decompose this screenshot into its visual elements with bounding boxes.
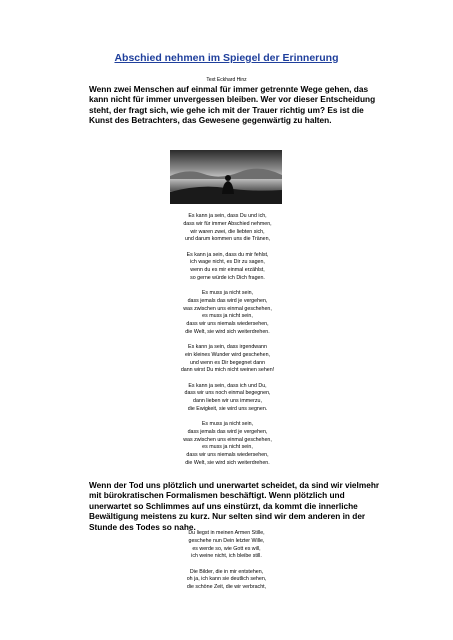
poem-line: die Ewigkeit, sie wird uns segnen. (187, 405, 268, 412)
poem-line: Es kann ja sein, dass irgendwann (188, 344, 267, 350)
intro-paragraph: Wenn zwei Menschen auf einmal für immer getrennte Wege gehen, das kann nicht für immer unvergessen bleiben. Wer vor dieser Entscheidung steht, der fragt sich, wie gehe ich mit der Trauer richtig um? Es ist die Kunst des Betrachters, das Gewesene gegenwärtig zu halten. (89, 84, 376, 126)
poem-stanza (130, 383, 325, 414)
poem-line: die schöne Zeit, die wir verbracht, (186, 584, 267, 590)
poem-line: die Welt, sie wird sich weiterdrehen. (185, 328, 270, 335)
poem-line: geschehe nun Dein letzter Wille, (188, 537, 265, 544)
poem-stanza (130, 421, 325, 468)
poem-stanza (150, 530, 303, 561)
poem-line: es muss ja nicht sein, (202, 313, 253, 320)
poem-line: Die Bilder, die in mir entstehen, (189, 568, 264, 575)
poem-line: ich weine nicht, ich bleibe still. (191, 553, 262, 560)
poem-line: Du liegst in meinen Armen Stille, (188, 530, 265, 536)
poem-line: was zwischen uns einmal geschehen, (183, 305, 272, 312)
poem-line: die Welt, sie wird sich weiterdrehen. (185, 459, 270, 466)
poem-line: dass jemals das wird je vergehen, (187, 428, 268, 435)
poem-line: dass wir uns niemals wiedersehen, (186, 452, 269, 458)
poem-line: Es kann ja sein, dass ich und Du, (188, 382, 267, 389)
poem-line: dann lieben wir uns immerzu, (193, 398, 262, 404)
poem-line: ich wage nicht, es Dir zu sagen, (190, 259, 265, 266)
poem-line: dass jemals das wird je vergehen, (187, 297, 268, 304)
poem-stanza (130, 344, 325, 375)
poem-line: Es kann ja sein, dass Du und ich, (188, 213, 267, 219)
poem-line: oh ja, ich kann sie deutlich sehen, (186, 576, 267, 583)
poem-line: was zwischen uns einmal geschehen, (183, 436, 272, 443)
poem-block (130, 213, 325, 475)
silhouette-photo (170, 150, 282, 204)
author-credit: Text Eckhard Hinz (206, 77, 247, 83)
outro-paragraph: Wenn der Tod uns plötzlich und unerwartet scheidet, da sind wir vielmehr mit bürokratischen Formalismen beschäftigt. Wenn plötzlich und unerwartet so Schlimmes auf uns einstürzt, da kommt die innerliche Bewältigung meistens zu kurz. Nur selten sind wir dem anderen in der Stunde des Todes so nahe. (89, 480, 380, 532)
poem-stanza (130, 290, 325, 337)
poem-line: es muss ja nicht sein, (202, 444, 253, 451)
poem-line: Es kann ja sein, dass du mir fehlst, (186, 251, 269, 258)
poem-line: und wenn es Dir begegnet dann (189, 359, 266, 366)
poem-line: dass wir für immer Abschied nehmen, (183, 220, 272, 227)
poem-line: dann wirst Du mich nicht weinen sehen! (180, 367, 275, 374)
poem-line: Es muss ja nicht sein, (201, 421, 254, 427)
poem-line: dass wir uns niemals wiedersehen, (186, 321, 269, 327)
poem-line: wenn du es mir einmal erzählst, (190, 267, 265, 273)
poem-stanza (130, 252, 325, 283)
poem-line: wir waren zwei, die liebten sich, (190, 228, 265, 235)
poem-line: dass wir uns noch einmal begegnen, (184, 390, 271, 397)
second-poem-block (150, 530, 303, 599)
poem-stanza (130, 213, 325, 244)
poem-line: ein kleines Wunder wird geschehen, (185, 351, 270, 358)
poem-stanza (150, 569, 303, 592)
silhouette-image (170, 150, 282, 204)
document-title: Abschied nehmen im Spiegel der Erinnerung (114, 52, 339, 64)
poem-line: es werde so, wie Gott es will, (192, 545, 261, 552)
poem-line: Es muss ja nicht sein, (201, 290, 254, 296)
poem-line: und darum kommen uns die Tränen, (184, 236, 271, 243)
poem-line: so gerne würde ich Dich fragen. (190, 274, 265, 281)
